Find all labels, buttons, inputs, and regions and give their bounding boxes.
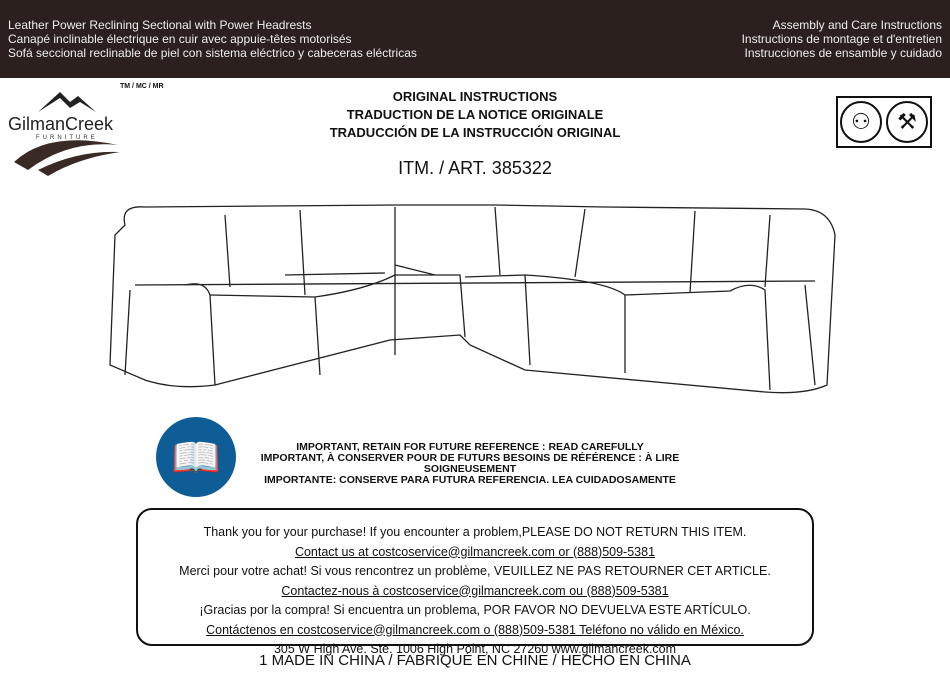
company-address: 305 W High Ave. Ste. 1006 High Point, NC 27260 www.gilmancreek.com xyxy=(273,642,677,656)
title-fr: TRADUCTION DE LA NOTICE ORIGINALE xyxy=(346,107,604,122)
contact-fr[interactable]: Contactez-nous à costcoservice@gilmancreek.com ou (888)509-5381 xyxy=(281,583,669,598)
read-manual-icon: 📖 xyxy=(156,417,236,497)
doc-type-es: Instrucciones de ensamble y cuidado xyxy=(744,46,942,60)
important-fr: IMPORTANT, À CONSERVER POUR DE FUTURS BESOINS DE RÉFÉRENCE : À LIRE SOIGNEUSEMENT xyxy=(260,452,680,475)
power-tool-icon: ⚒ xyxy=(886,101,928,143)
two-people-icon: ⚇ xyxy=(840,101,882,143)
product-name-fr: Canapé inclinable électrique en cuir avec appuie-têtes motorisés xyxy=(8,32,352,46)
made-in-china: 1 MADE IN CHINA / FABRIQUÉ EN CHINE / HECHO EN CHINA xyxy=(259,652,691,669)
product-name-en: Leather Power Reclining Sectional with Power Headrests xyxy=(8,18,312,32)
contact-es[interactable]: Contáctenos en costcoservice@gilmancreek.com o (888)509-5381 Teléfono no válido en México. xyxy=(206,622,744,637)
contact-en[interactable]: Contact us at costcoservice@gilmancreek.com or (888)509-5381 xyxy=(294,544,656,559)
product-names xyxy=(8,18,417,60)
trademark-note: TM / MC / MR xyxy=(120,83,164,90)
important-en: IMPORTANT, RETAIN FOR FUTURE REFERENCE : READ CAREFULLY xyxy=(296,441,644,453)
thanks-en: Thank you for your purchase! If you encounter a problem,PLEASE DO NOT RETURN THIS ITEM. xyxy=(203,525,747,539)
header-band xyxy=(0,0,950,78)
two-person-assembly-pictogram xyxy=(836,96,932,148)
doc-type-en: Assembly and Care Instructions xyxy=(772,18,942,32)
instruction-titles xyxy=(0,88,950,142)
thanks-fr: Merci pour votre achat! Si vous rencontrez un problème, VEUILLEZ NE PAS RETOURNER CET ARTICLE. xyxy=(179,564,771,578)
doc-type-fr: Instructions de montage et d'entretien xyxy=(741,32,942,46)
item-number: ITM. / ART. 385322 xyxy=(398,158,552,178)
important-es: IMPORTANTE: CONSERVE PARA FUTURA REFERENCIA. LEA CUIDADOSAMENTE xyxy=(264,474,676,486)
doc-type xyxy=(742,18,942,60)
thanks-es: ¡Gracias por la compra! Si encuentra un problema, POR FAVOR NO DEVUELVA ESTE ARTÍCULO. xyxy=(199,603,751,617)
title-en: ORIGINAL INSTRUCTIONS xyxy=(392,89,558,104)
product-name-es: Sofá seccional reclinable de piel con sistema eléctrico y cabeceras eléctricas xyxy=(8,46,417,60)
brand-sub: FURNITURE xyxy=(36,135,98,141)
sectional-sofa-illustration xyxy=(105,195,845,405)
contact-box xyxy=(136,508,814,656)
title-es: TRADUCCIÓN DE LA INSTRUCCIÓN ORIGINAL xyxy=(329,125,621,140)
brand-name: GilmanCreek xyxy=(8,114,114,134)
important-notice xyxy=(240,442,700,486)
